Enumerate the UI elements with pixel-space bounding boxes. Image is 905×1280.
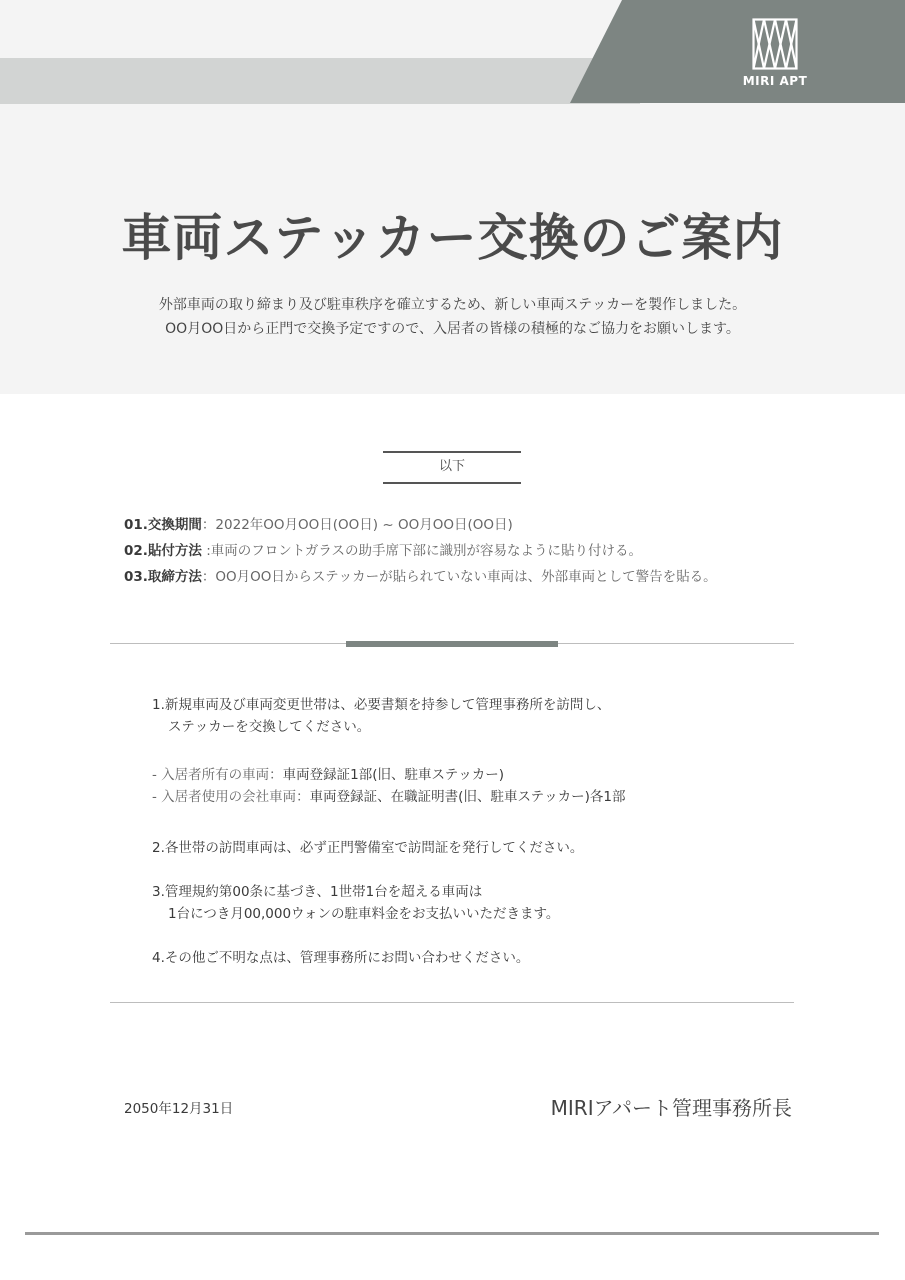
ika-label: 以下	[438, 459, 465, 474]
sub-label: - 入居者使用の会社車両：	[152, 789, 310, 805]
detail-label: 01.交換期間	[124, 517, 202, 533]
notes-section	[152, 694, 812, 969]
detail-label: 03.取締方法	[124, 569, 202, 585]
logo	[740, 18, 810, 88]
intro-line: OO月OO日から正門で交換予定ですので、入居者の皆様の積極的なご協力をお願いします。	[165, 321, 740, 337]
header-band-light	[0, 58, 640, 104]
note-1-sub-owned	[152, 764, 812, 786]
intro-line: 外部車両の取り締まり及び駐車秩序を確立するため、新しい車両ステッカーを製作しました。	[158, 297, 747, 313]
intro-text	[0, 293, 905, 341]
detail-value: 2022年OO月OO日(OO日) ~ OO月OO日(OO日)	[215, 517, 513, 533]
note-3: 3.管理規約第00条に基づき、1世帯1台を超える車両は	[152, 884, 483, 900]
sub-label: - 入居者所有の車両：	[152, 767, 283, 783]
detail-item	[124, 512, 824, 538]
logo-text: MIRI APT	[742, 74, 808, 88]
detail-separator: :	[201, 543, 211, 559]
ika-heading	[383, 451, 521, 484]
note-1-continued: ステッカーを交換してください。	[168, 719, 371, 735]
detail-label: 02.貼付方法	[124, 543, 202, 559]
sub-value: 車両登録証、在職証明書(旧、駐車ステッカー)各1部	[309, 789, 626, 805]
signature: MIRIアパート管理事務所長	[550, 1096, 792, 1120]
note-1-sub-company	[152, 786, 812, 808]
sub-value: 車両登録証1部(旧、駐車ステッカー)	[282, 767, 505, 783]
detail-separator: ：	[201, 569, 216, 585]
page-title: 車両ステッカー交換のご案内	[121, 209, 784, 267]
divider-bottom	[110, 1002, 794, 1003]
note-2: 2.各世帯の訪問車両は、必ず正門警備室で訪問証を発行してください。	[152, 840, 584, 856]
detail-value: OO月OO日からステッカーが貼られていない車両は、外部車両として警告を貼る。	[215, 569, 717, 585]
detail-item	[124, 564, 824, 590]
detail-separator: ：	[201, 517, 216, 533]
note-1: 1.新規車両及び車両変更世帯は、必要書類を持参して管理事務所を訪問し、	[152, 697, 611, 713]
details-list	[124, 512, 824, 590]
note-3-continued: 1台につき月00,000ウォンの駐車料金をお支払いいただきます。	[168, 906, 560, 922]
detail-value: 車両のフロントガラスの助手席下部に識別が容易なように貼り付ける。	[210, 543, 642, 559]
header-band-dark	[570, 0, 905, 103]
building-logo-icon	[752, 18, 798, 70]
divider-accent	[346, 641, 558, 647]
note-4: 4.その他ご不明な点は、管理事務所にお問い合わせください。	[152, 950, 530, 966]
issue-date: 2050年12月31日	[124, 1101, 234, 1117]
detail-item	[124, 538, 824, 564]
footer-rule	[25, 1232, 879, 1235]
